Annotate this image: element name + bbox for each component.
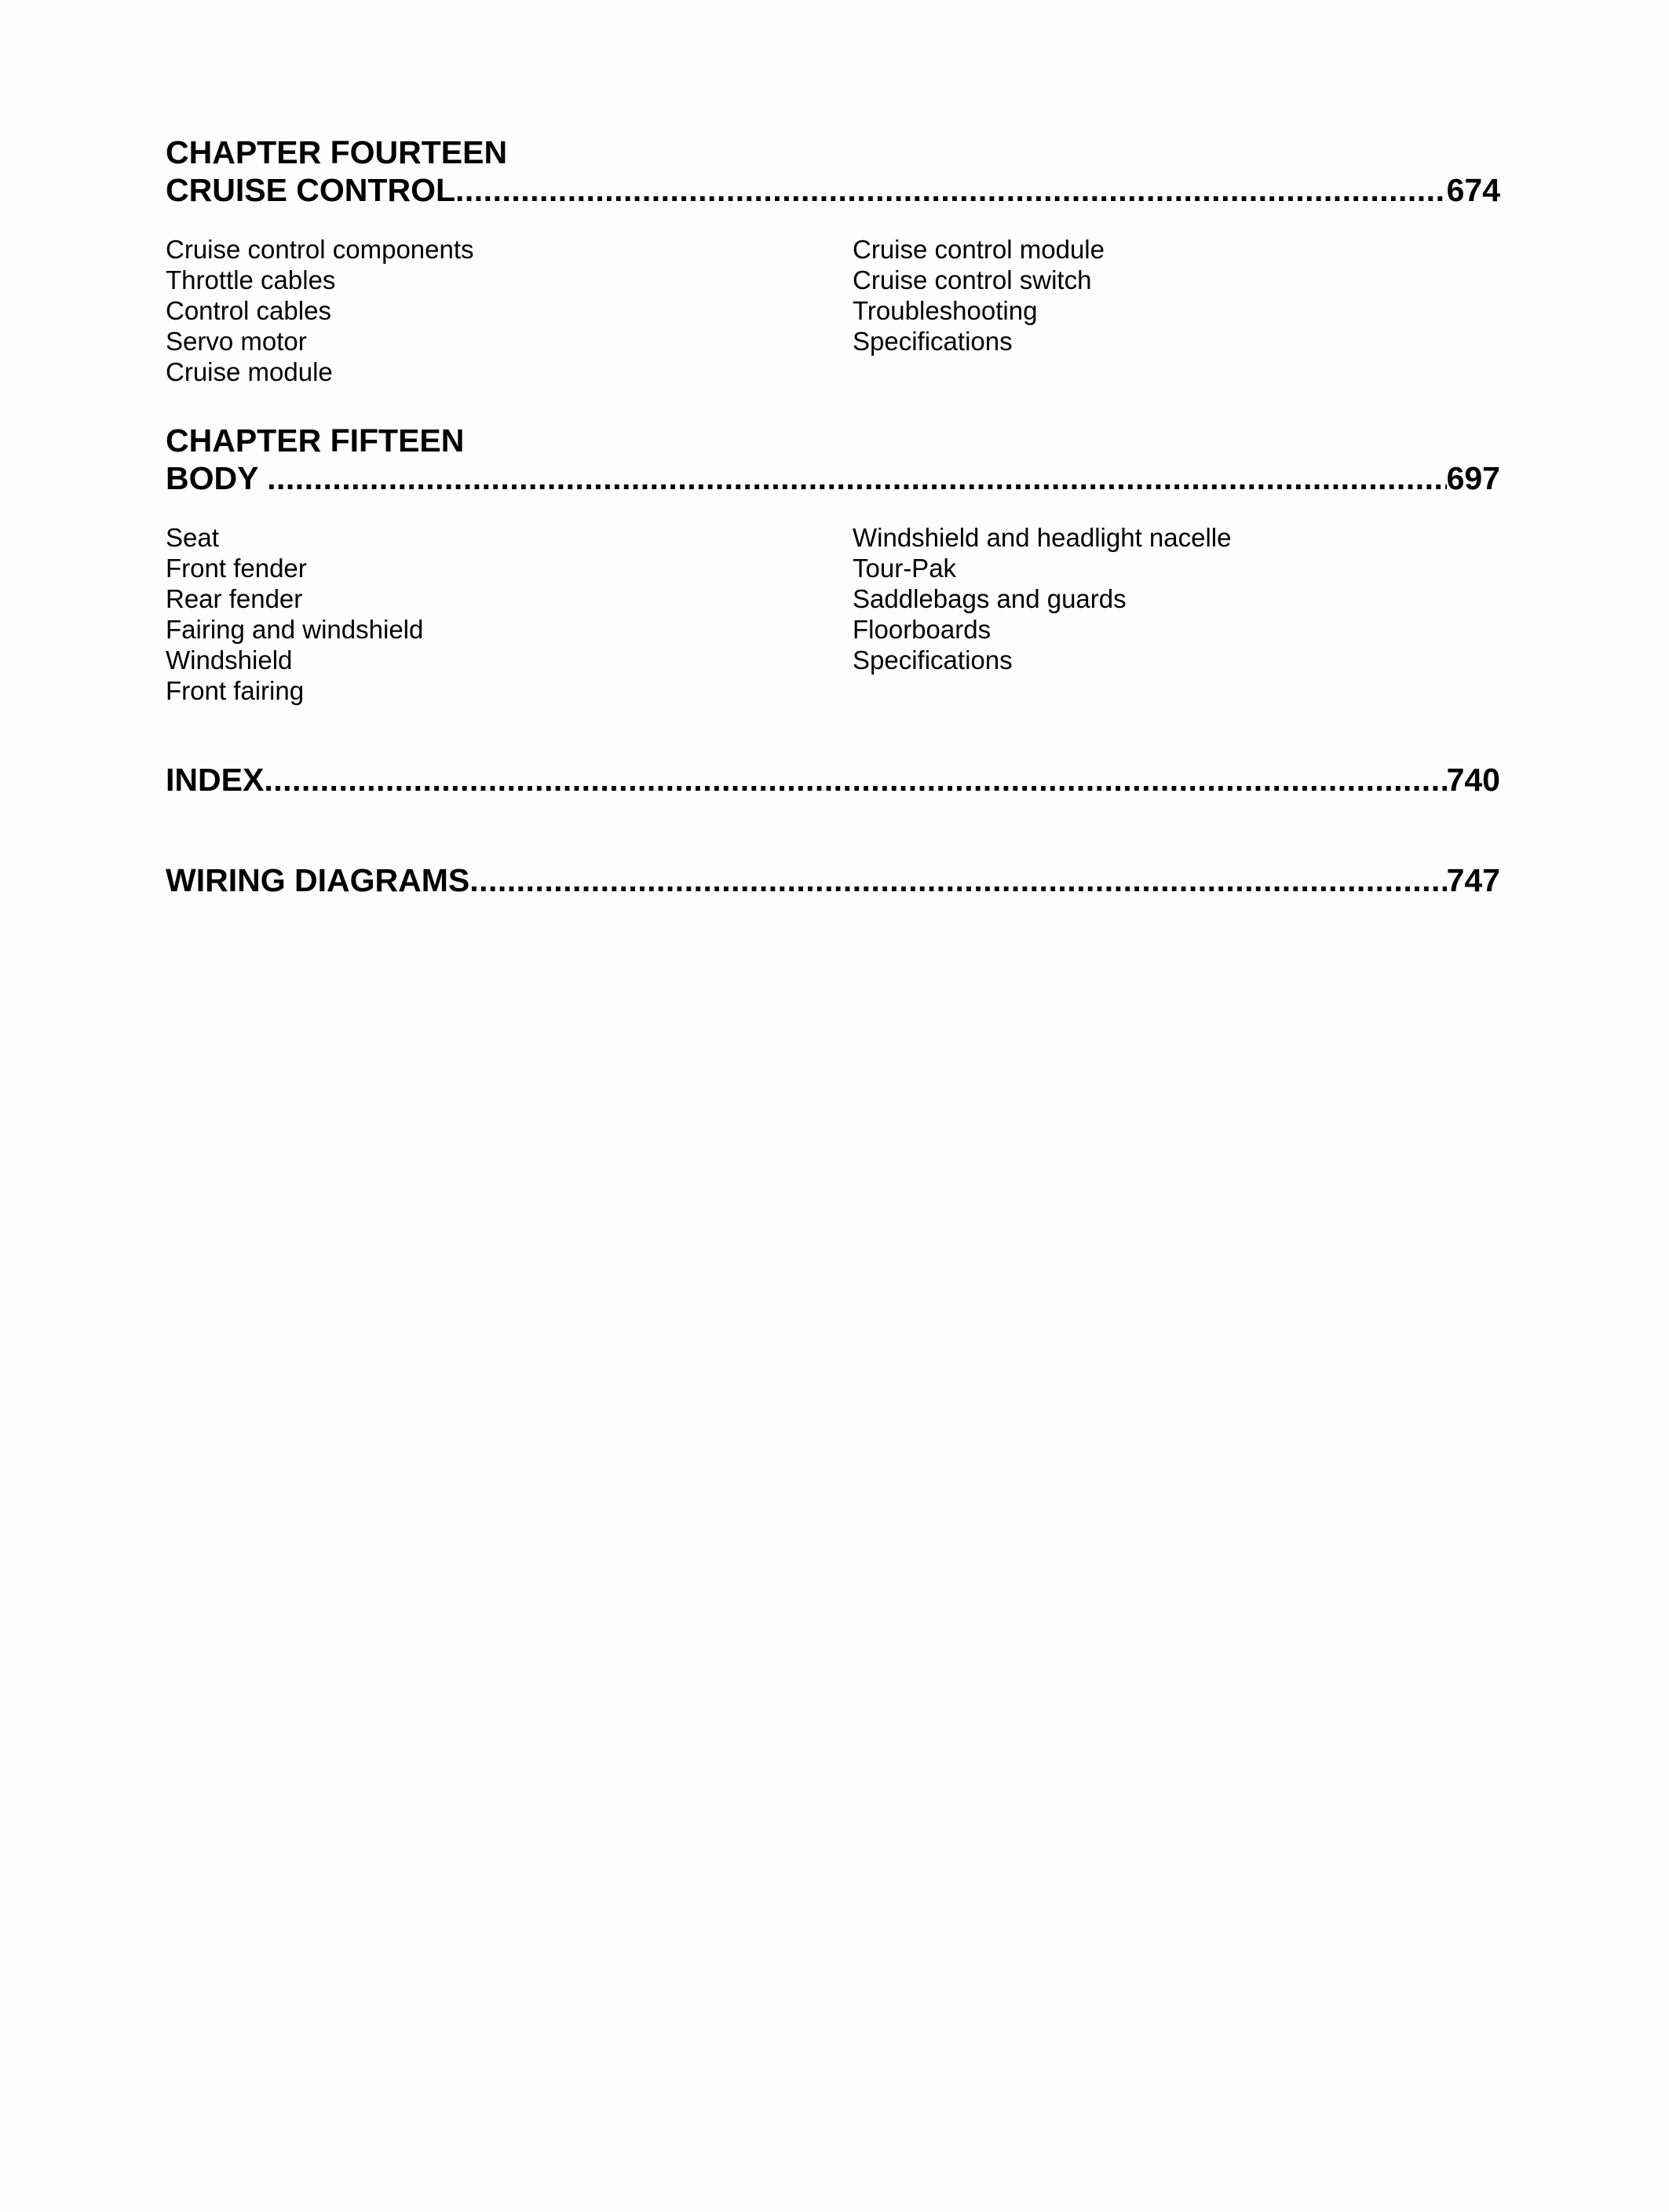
topic-column-right xyxy=(853,234,1500,387)
list-item: Front fairing xyxy=(166,676,305,705)
section-title: WIRING DIAGRAMS xyxy=(166,862,470,898)
topic-column-left xyxy=(166,234,853,387)
list-item: Specifications xyxy=(853,645,1013,675)
page-number: 674 xyxy=(1446,172,1500,208)
chapter-label: CHAPTER FIFTEEN xyxy=(166,422,465,459)
chapter-title: BODY xyxy=(166,460,268,496)
chapter-fourteen-section xyxy=(166,133,1500,387)
list-item: Servo motor xyxy=(166,327,307,356)
topic-list xyxy=(166,522,1500,706)
index-section xyxy=(166,761,1500,799)
list-item: Seat xyxy=(166,523,219,552)
list-item: Cruise control module xyxy=(853,235,1105,264)
page-number: 747 xyxy=(1446,862,1500,898)
wiring-diagrams-section xyxy=(166,861,1500,899)
list-item: Fairing and windshield xyxy=(166,615,424,644)
list-item: Cruise control components xyxy=(166,235,474,264)
list-item: Windshield and headlight nacelle xyxy=(853,523,1232,552)
toc-entry-wiring-diagrams[interactable] xyxy=(166,861,1500,899)
list-item: Control cables xyxy=(166,296,331,325)
list-item: Cruise control switch xyxy=(853,265,1092,294)
toc-entry-body[interactable] xyxy=(166,459,1500,497)
list-item: Saddlebags and guards xyxy=(853,584,1127,613)
dot-leader xyxy=(469,861,1446,899)
topic-list xyxy=(166,234,1500,387)
list-item: Floorboards xyxy=(853,615,992,644)
page-number: 740 xyxy=(1446,762,1500,798)
dot-leader xyxy=(264,761,1446,799)
dot-leader xyxy=(455,171,1447,209)
list-item: Rear fender xyxy=(166,584,303,613)
list-item: Tour-Pak xyxy=(853,554,957,583)
list-item: Troubleshooting xyxy=(853,296,1038,325)
table-of-contents-page xyxy=(166,133,1500,899)
page-number: 697 xyxy=(1446,460,1500,496)
chapter-title: CRUISE CONTROL xyxy=(166,172,455,208)
list-item: Windshield xyxy=(166,645,293,675)
topic-column-left xyxy=(166,522,853,706)
toc-entry-cruise-control[interactable] xyxy=(166,171,1500,209)
topic-column-right xyxy=(853,522,1500,706)
list-item: Throttle cables xyxy=(166,265,336,294)
list-item: Front fender xyxy=(166,554,307,583)
list-item: Cruise module xyxy=(166,357,333,386)
toc-entry-index[interactable] xyxy=(166,761,1500,799)
dot-leader xyxy=(267,459,1446,497)
chapter-label: CHAPTER FOURTEEN xyxy=(166,134,508,170)
section-title: INDEX xyxy=(166,762,265,798)
list-item: Specifications xyxy=(853,327,1013,356)
chapter-fifteen-section xyxy=(166,422,1500,706)
